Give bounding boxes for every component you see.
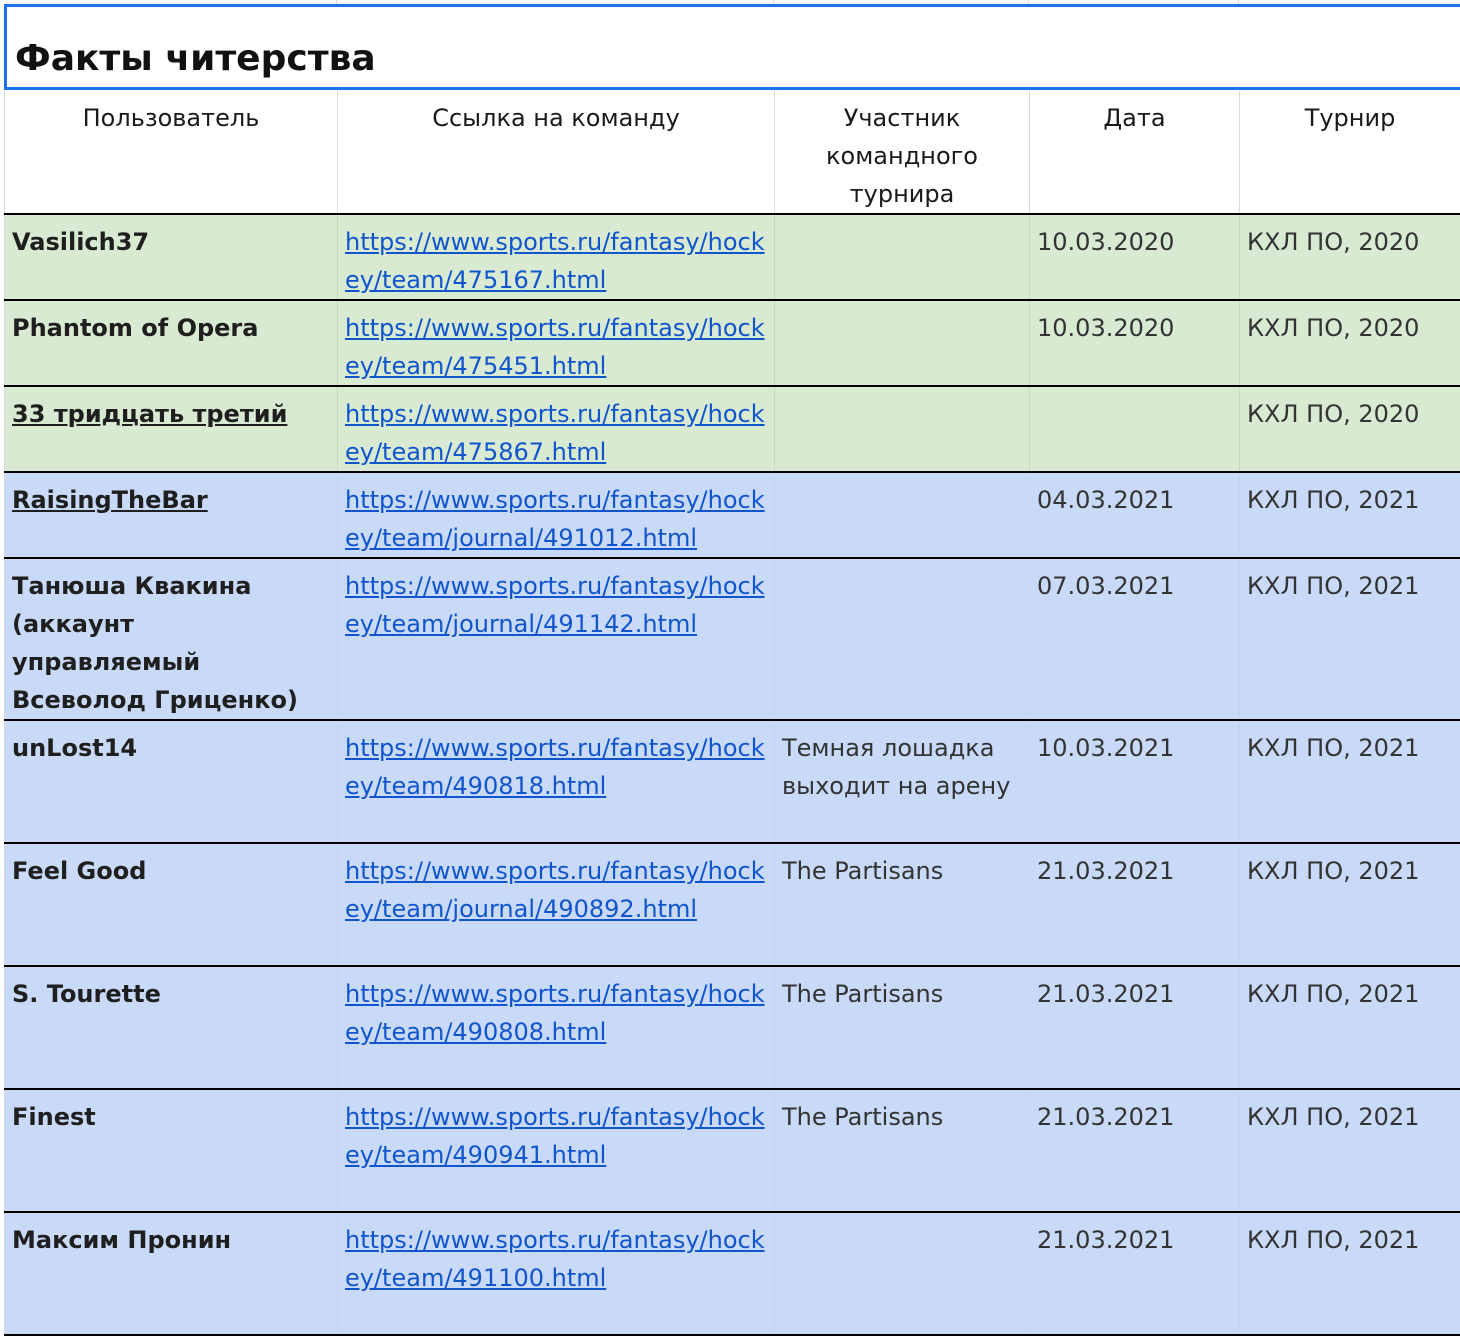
date-cell[interactable] bbox=[1030, 386, 1240, 472]
tournament-cell[interactable]: КХЛ ПО, 2021 bbox=[1240, 472, 1460, 558]
team-link[interactable]: https://www.sports.ru/fantasy/hockey/team/journal/491012.html bbox=[345, 481, 767, 557]
header-row bbox=[5, 91, 1460, 214]
link-cell[interactable] bbox=[338, 386, 775, 472]
user-cell[interactable]: Максим Пронин bbox=[5, 1212, 338, 1335]
date-cell[interactable]: 07.03.2021 bbox=[1030, 558, 1240, 720]
header-date[interactable]: Дата bbox=[1030, 91, 1240, 214]
team-cell[interactable] bbox=[775, 386, 1030, 472]
user-cell[interactable]: Танюша Квакина (аккаунт управляемый Всеволод Гриценко) bbox=[5, 558, 338, 720]
link-cell[interactable] bbox=[338, 558, 775, 720]
date-cell[interactable]: 04.03.2021 bbox=[1030, 472, 1240, 558]
selected-title-cell[interactable] bbox=[4, 4, 1460, 90]
link-cell[interactable] bbox=[338, 300, 775, 386]
user-cell[interactable]: S. Tourette bbox=[5, 966, 338, 1089]
team-cell[interactable] bbox=[775, 1212, 1030, 1335]
date-cell[interactable]: 21.03.2021 bbox=[1030, 966, 1240, 1089]
tournament-cell[interactable]: КХЛ ПО, 2021 bbox=[1240, 558, 1460, 720]
user-cell[interactable]: 33 тридцать третий bbox=[5, 386, 338, 472]
header-user[interactable]: Пользователь bbox=[5, 91, 338, 214]
link-cell[interactable] bbox=[338, 966, 775, 1089]
user-cell[interactable]: Phantom of Opera bbox=[5, 300, 338, 386]
user-cell[interactable]: Vasilich37 bbox=[5, 214, 338, 300]
table-row bbox=[5, 300, 1460, 386]
team-cell[interactable] bbox=[775, 300, 1030, 386]
user-cell[interactable]: RaisingTheBar bbox=[5, 472, 338, 558]
header-tournament[interactable]: Турнир bbox=[1240, 91, 1460, 214]
team-link[interactable]: https://www.sports.ru/fantasy/hockey/team/491100.html bbox=[345, 1221, 767, 1297]
team-cell[interactable]: Темная лошадка выходит на арену bbox=[775, 720, 1030, 843]
team-cell[interactable]: The Partisans bbox=[775, 966, 1030, 1089]
date-cell[interactable]: 21.03.2021 bbox=[1030, 1212, 1240, 1335]
table-row bbox=[5, 472, 1460, 558]
header-link[interactable]: Ссылка на команду bbox=[338, 91, 775, 214]
team-cell[interactable] bbox=[775, 558, 1030, 720]
link-cell[interactable] bbox=[338, 214, 775, 300]
link-cell[interactable] bbox=[338, 472, 775, 558]
user-cell[interactable]: Finest bbox=[5, 1089, 338, 1212]
date-cell[interactable]: 10.03.2021 bbox=[1030, 720, 1240, 843]
table-row bbox=[5, 214, 1460, 300]
team-cell[interactable]: The Partisans bbox=[775, 843, 1030, 966]
tournament-cell[interactable]: КХЛ ПО, 2020 bbox=[1240, 300, 1460, 386]
team-link[interactable]: https://www.sports.ru/fantasy/hockey/team/490808.html bbox=[345, 975, 767, 1051]
tournament-cell[interactable]: КХЛ ПО, 2020 bbox=[1240, 214, 1460, 300]
team-link[interactable]: https://www.sports.ru/fantasy/hockey/team/490941.html bbox=[345, 1098, 767, 1174]
team-cell[interactable]: The Partisans bbox=[775, 1089, 1030, 1212]
date-cell[interactable]: 10.03.2020 bbox=[1030, 214, 1240, 300]
tournament-cell[interactable]: КХЛ ПО, 2021 bbox=[1240, 1089, 1460, 1212]
team-cell[interactable] bbox=[775, 472, 1030, 558]
tournament-cell[interactable]: КХЛ ПО, 2021 bbox=[1240, 966, 1460, 1089]
table-row bbox=[5, 386, 1460, 472]
header-team-participant[interactable]: Участник командного турнира bbox=[775, 91, 1030, 214]
team-link[interactable]: https://www.sports.ru/fantasy/hockey/team/475451.html bbox=[345, 309, 767, 385]
link-cell[interactable] bbox=[338, 843, 775, 966]
team-cell[interactable] bbox=[775, 214, 1030, 300]
date-cell[interactable]: 21.03.2021 bbox=[1030, 1089, 1240, 1212]
link-cell[interactable] bbox=[338, 1212, 775, 1335]
cheating-facts-table bbox=[4, 91, 1460, 1336]
team-link[interactable]: https://www.sports.ru/fantasy/hockey/team/475867.html bbox=[345, 395, 767, 471]
tournament-cell[interactable]: КХЛ ПО, 2021 bbox=[1240, 720, 1460, 843]
link-cell[interactable] bbox=[338, 720, 775, 843]
table-row bbox=[5, 1212, 1460, 1335]
table-row bbox=[5, 966, 1460, 1089]
tournament-cell[interactable]: КХЛ ПО, 2021 bbox=[1240, 1212, 1460, 1335]
team-link[interactable]: https://www.sports.ru/fantasy/hockey/team/journal/491142.html bbox=[345, 567, 767, 643]
user-cell[interactable]: unLost14 bbox=[5, 720, 338, 843]
user-cell[interactable]: Feel Good bbox=[5, 843, 338, 966]
sheet-title: Факты читерства bbox=[15, 37, 376, 81]
table-row bbox=[5, 720, 1460, 843]
team-link[interactable]: https://www.sports.ru/fantasy/hockey/team/journal/490892.html bbox=[345, 852, 767, 928]
tournament-cell[interactable]: КХЛ ПО, 2020 bbox=[1240, 386, 1460, 472]
table-row bbox=[5, 558, 1460, 720]
tournament-cell[interactable]: КХЛ ПО, 2021 bbox=[1240, 843, 1460, 966]
date-cell[interactable]: 21.03.2021 bbox=[1030, 843, 1240, 966]
team-link[interactable]: https://www.sports.ru/fantasy/hockey/team/490818.html bbox=[345, 729, 767, 805]
table-row bbox=[5, 843, 1460, 966]
date-cell[interactable]: 10.03.2020 bbox=[1030, 300, 1240, 386]
team-link[interactable]: https://www.sports.ru/fantasy/hockey/team/475167.html bbox=[345, 223, 767, 299]
link-cell[interactable] bbox=[338, 1089, 775, 1212]
table-row bbox=[5, 1089, 1460, 1212]
